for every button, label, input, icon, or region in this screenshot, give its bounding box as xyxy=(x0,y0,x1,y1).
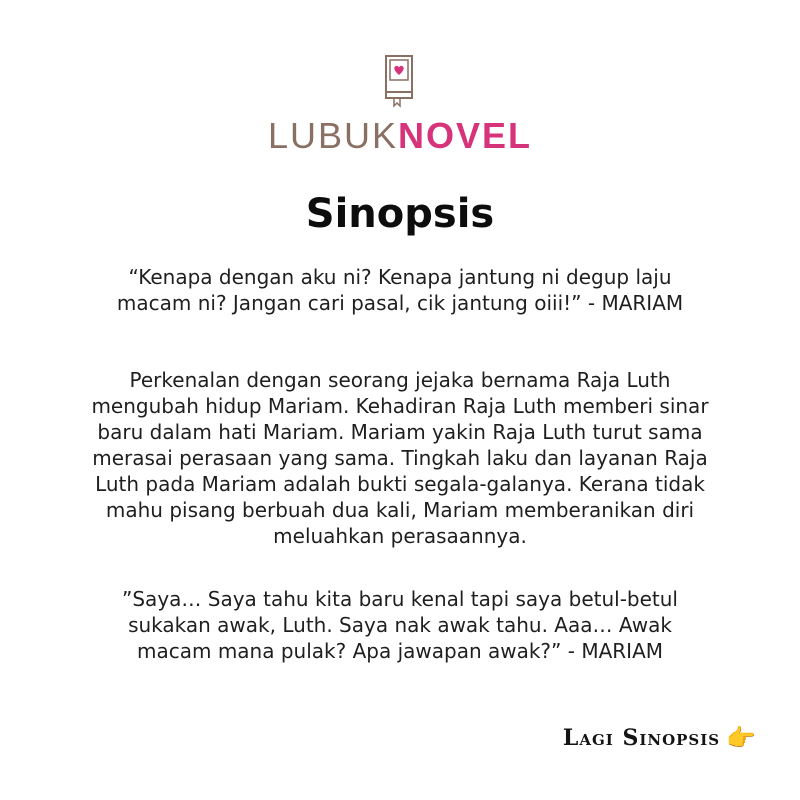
more-synopsis-label: Lagi Sinopsis xyxy=(562,725,721,751)
page-title: Sinopsis xyxy=(305,191,495,237)
synopsis-paragraph: Perkenalan dengan seorang jejaka bernama Raja Luth mengubah hidup Mariam. Kehadiran Raja Luth memberi sinar baru dalam hati Mariam. Mariam yakin Raja Luth turut sama merasai perasaan yang sama. Tingkah laku dan layanan Raja Luth pada Mariam adalah bukti segala-galanya. Kerana tidak mahu pisang berbuah dua kali, Mariam memberanikan diri meluahkan perasaannya. xyxy=(91,368,709,548)
more-synopsis-link[interactable] xyxy=(563,724,756,752)
brand-name xyxy=(0,116,800,157)
pointing-right-icon: 👉 xyxy=(726,723,756,752)
synopsis-quote-2: ”Saya… Saya tahu kita baru kenal tapi saya betul-betul sukakan awak, Luth. Saya nak awak tahu. Aaa… Awak macam mana pulak? Apa jawapan awak?” - MARIAM xyxy=(122,587,678,663)
brand-logo xyxy=(0,54,800,157)
brand-name-light: LUBUK xyxy=(267,115,399,156)
synopsis-quote-1: “Kenapa dengan aku ni? Kenapa jantung ni degup laju macam ni? Jangan cari pasal, cik jantung oiii!” - MARIAM xyxy=(116,265,684,315)
book-heart-icon xyxy=(380,54,420,108)
brand-name-bold: NOVEL xyxy=(398,115,533,156)
